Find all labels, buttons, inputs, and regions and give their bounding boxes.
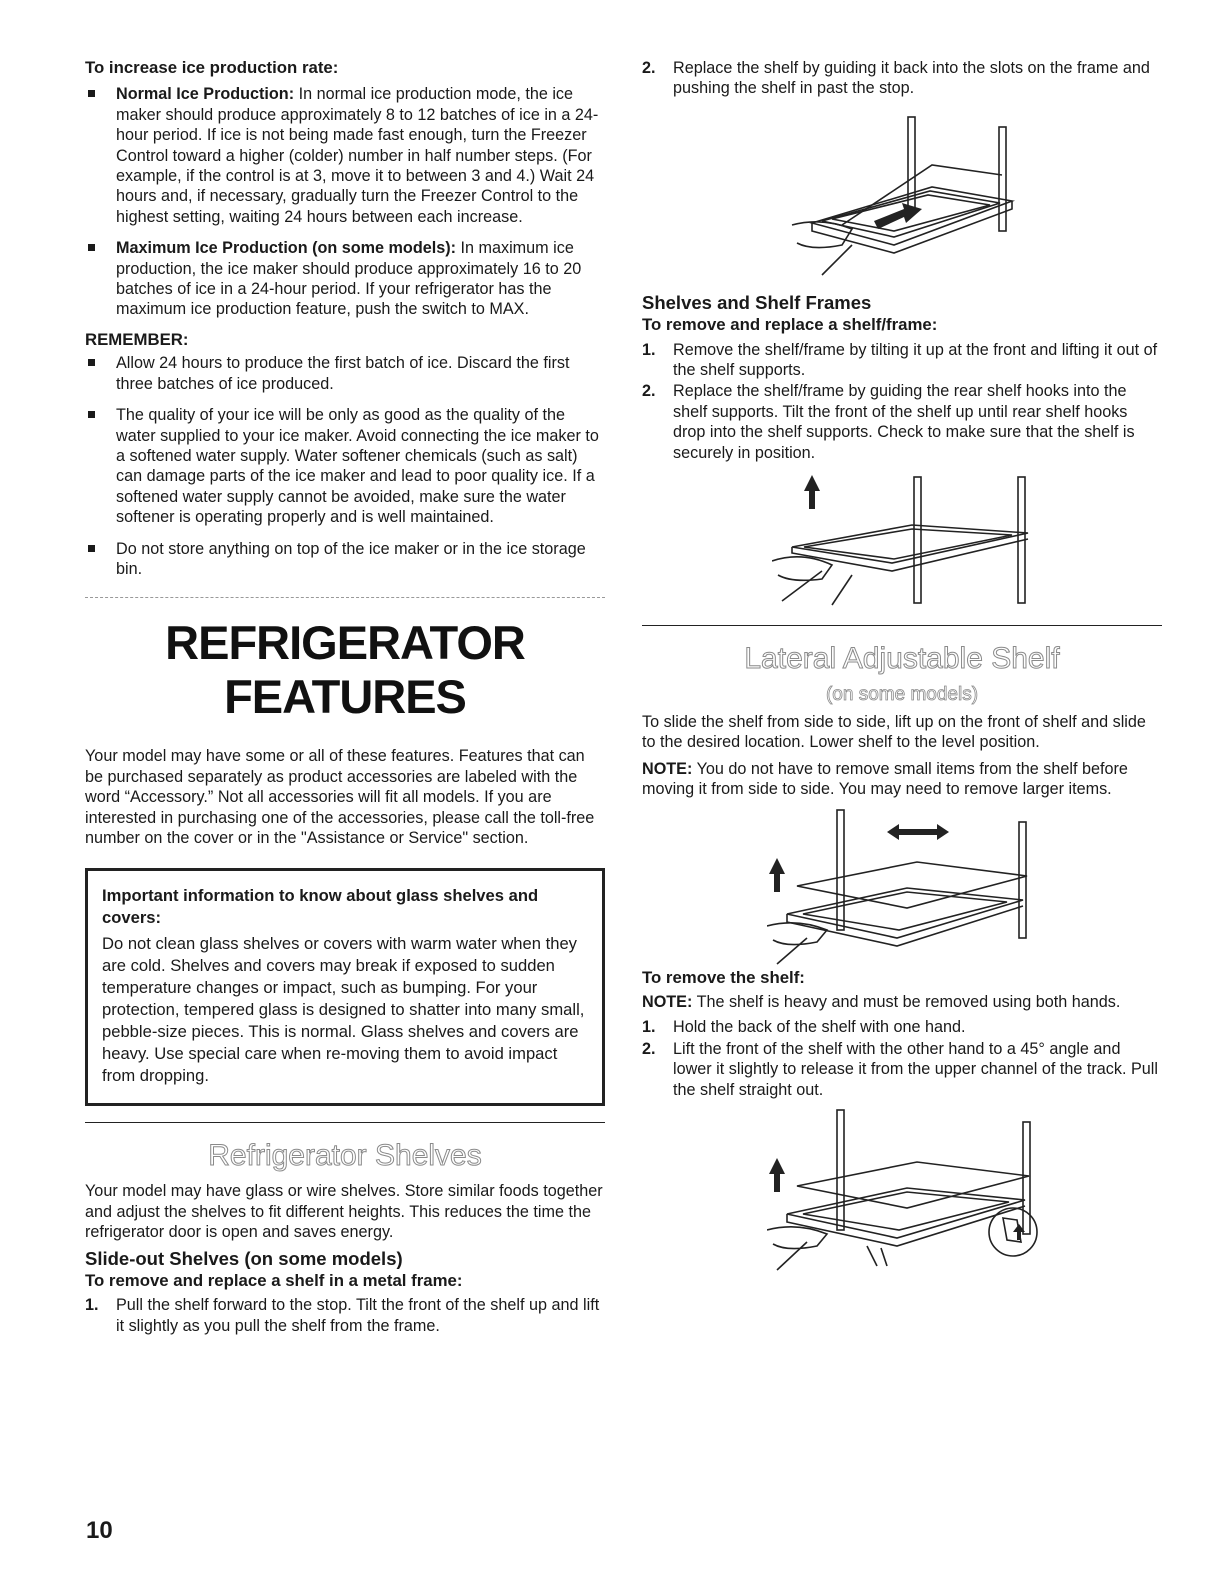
section-rule (642, 625, 1162, 626)
note-label: NOTE: (642, 993, 693, 1012)
shelf-frame-illustration (772, 471, 1032, 611)
list-item (85, 1295, 605, 1336)
remove-steps (642, 1017, 1162, 1101)
list-item (642, 340, 1162, 381)
list-item: Do not store anything on top of the ice maker or in the ice storage bin. (85, 539, 605, 580)
features-title-line2: FEATURES (224, 670, 466, 724)
list-item (642, 1039, 1162, 1100)
slideout-steps-continued (642, 58, 1162, 99)
step-text: Pull the shelf forward to the stop. Tilt the front of the shelf up and lift it slightly as you pull the shelf from the frame. (116, 1296, 600, 1335)
list-item: The quality of your ice will be only as good as the quality of the water supplied to your ice maker. Avoid connecting the ice maker to a softened water supply. Water softener chemicals (such as salt) can damage parts of the ice maker and lead to poor quality ice. If a softened water supply cannot be avoided, make sure the water softener is operating properly and is well maintained. (85, 405, 605, 527)
ice-list (85, 84, 605, 319)
list-item (642, 58, 1162, 99)
glass-box-heading: Important information to know about glass shelves and covers: (102, 886, 539, 928)
list-item (85, 238, 605, 320)
list-item (642, 1017, 1162, 1037)
remove-heading: To remove the shelf: (642, 967, 805, 987)
step-text: Replace the shelf/frame by guiding the rear shelf hooks into the shelf supports. Tilt the front of the shelf up until rear shelf hooks drop into the shelf supports. Check to make sure that the shelf is securely in position. (673, 382, 1135, 462)
step-number: 1. (85, 1296, 99, 1315)
item-label: Normal Ice Production: (116, 85, 295, 104)
slideout-subheading: To remove and replace a shelf in a metal frame: (85, 1271, 463, 1290)
item-label: Maximum Ice Production (on some models): (116, 239, 456, 258)
step-number: 2. (642, 59, 656, 77)
shelves-title: Refrigerator Shelves (208, 1139, 482, 1173)
features-intro: Your model may have some or all of these features. Features that can be purchased separately as product accessories are labeled with the word “Accessory.” Not all accessories will fit all models. If you are interested in purchasing one of the accessories, please call the toll-free number on the cover or in the "Assistance or Service" section. (85, 747, 595, 847)
glass-box-text: Do not clean glass shelves or covers with warm water when they are cold. Shelves and covers may break if exposed to sudden temperature changes or impact, such as bumping. For your protection, tempered glass is designed to shatter into many small, pebble-size pieces. This is normal. Glass shelves and covers are heavy. Use special care when re-moving them to avoid impact from dropping. (102, 934, 585, 1086)
list-item (85, 84, 605, 227)
lateral-title: Lateral Adjustable Shelf (744, 642, 1060, 676)
step-number: 2. (642, 1039, 656, 1058)
step-text: Remove the shelf/frame by tilting it up at the front and lifting it out of the shelf supports. (673, 340, 1158, 380)
note-text: The shelf is heavy and must be removed using both hands. (692, 993, 1121, 1012)
section-divider (85, 597, 605, 598)
slide-shelf-illustration (782, 105, 1022, 285)
frames-heading: Shelves and Shelf Frames (642, 291, 872, 313)
step-text: Lift the front of the shelf with the other hand to a 45° angle and lower it slightly to release it from the upper channel of the track. Pull the shelf straight out. (673, 1039, 1158, 1099)
section-rule (85, 1122, 605, 1123)
list-item (642, 381, 1162, 463)
item-text: In maximum ice production, the ice maker should produce approximately 16 to 20 batches of ice in a 24-hour period. If your refrigerator has the maximum ice production feature, push the switch to MAX. (116, 239, 582, 319)
features-title-line1: REFRIGERATOR (165, 616, 525, 670)
ice-heading: To increase ice production rate: (85, 58, 339, 77)
item-text: In normal ice production mode, the ice maker should produce approximately 8 to 12 batches of ice in a 24-hour period. If ice is not being made fast enough, turn the Freezer Control toward a higher (colder) number in half number steps. (For example, if the control is at 3, move it to between 3 and 4.) Wait 24 hours and, if necessary, gradually turn the Freezer Control to the highest setting, waiting 24 hours between each increase. (116, 85, 599, 226)
note-label: NOTE: (642, 759, 693, 778)
lateral-intro: To slide the shelf from side to side, lift up on the front of shelf and slide to the desired location. Lower shelf to the level position. (642, 713, 1146, 752)
remember-list (85, 353, 605, 579)
remember-heading: REMEMBER: (85, 329, 189, 349)
frames-subheading: To remove and replace a shelf/frame: (642, 315, 938, 335)
remove-shelf-illustration (767, 1106, 1047, 1276)
remove-note (642, 992, 1162, 1012)
lateral-subtitle: (on some models) (825, 684, 979, 706)
shelves-intro: Your model may have glass or wire shelves. Store similar foods together and adjust the shelves to fit different heights. This reduces the time the refrigerator door is open and saves energy. (85, 1182, 603, 1242)
glass-warning-box (85, 868, 605, 1106)
right-column (642, 58, 1162, 1276)
step-number: 2. (642, 382, 656, 401)
step-text: Hold the back of the shelf with one hand. (673, 1017, 966, 1036)
lateral-shelf-illustration (767, 806, 1037, 966)
step-text: Replace the shelf by guiding it back into the slots on the frame and pushing the shelf in past the stop. (673, 59, 1150, 98)
frames-steps (642, 340, 1162, 463)
list-item: Allow 24 hours to produce the first batch of ice. Discard the first three batches of ice produced. (85, 353, 605, 394)
left-column (85, 58, 605, 1336)
step-number: 1. (642, 1017, 656, 1036)
lateral-note (642, 759, 1162, 800)
note-text: You do not have to remove small items from the shelf before moving it from side to side. You may need to remove larger items. (642, 759, 1128, 799)
slideout-steps (85, 1295, 605, 1336)
step-number: 1. (642, 340, 656, 359)
features-title (85, 616, 605, 724)
page-number: 10 (86, 1517, 113, 1544)
slideout-heading: Slide-out Shelves (on some models) (85, 1247, 403, 1269)
